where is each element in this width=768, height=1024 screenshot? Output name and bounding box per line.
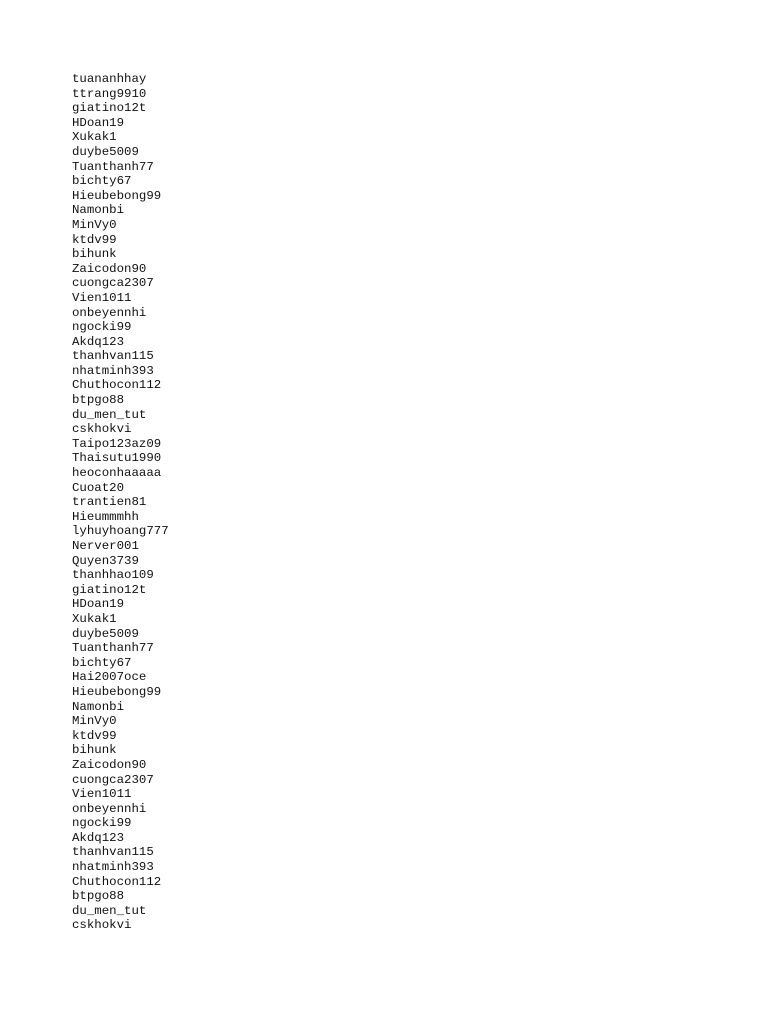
list-item: Akdq123 — [72, 334, 125, 349]
list-item: du_men_tut — [72, 407, 147, 422]
list-item: Tuanthanh77 — [72, 641, 154, 656]
list-item: Namonbi — [72, 203, 125, 218]
list-item: cskhokvi — [72, 918, 132, 933]
list-item: Namonbi — [72, 699, 125, 714]
list-item: onbeyennhi — [72, 801, 147, 816]
list-item: Vien1011 — [72, 787, 132, 802]
list-item: duybe5009 — [72, 626, 139, 641]
list-item: thanhhao109 — [72, 568, 154, 583]
list-item: Hieummmhh — [72, 509, 139, 524]
list-item: lyhuyhoang777 — [72, 524, 169, 539]
list-item: ttrang9910 — [72, 86, 147, 101]
list-item: Akdq123 — [72, 830, 125, 845]
list-item: MinVy0 — [72, 714, 117, 729]
list-item: Chuthocon112 — [72, 378, 162, 393]
list-item: Zaicodon90 — [72, 261, 147, 276]
list-item: HDoan19 — [72, 115, 125, 130]
list-item: Vien1011 — [72, 290, 132, 305]
list-item: HDoan19 — [72, 597, 125, 612]
list-item: ktdv99 — [72, 728, 117, 743]
list-item: ngocki99 — [72, 816, 132, 831]
list-item: Nerver001 — [72, 539, 139, 553]
list-item: bichty67 — [72, 174, 132, 189]
list-item: bihunk — [72, 743, 117, 758]
list-item: bihunk — [72, 247, 117, 262]
list-item: duybe5009 — [72, 144, 139, 159]
list-item: Hai2007oce — [72, 670, 147, 685]
list-item: ktdv99 — [72, 232, 117, 247]
list-item: cuongca2307 — [72, 276, 154, 291]
list-item: giatino12t — [72, 101, 147, 116]
list-item: Zaicodon90 — [72, 757, 147, 772]
list-item: trantien81 — [72, 495, 147, 510]
list-item: Chuthocon112 — [72, 874, 162, 889]
list-item: nhatminh393 — [72, 363, 154, 378]
list-item: Xukak1 — [72, 130, 117, 145]
list-item: Thaisutu1990 — [72, 451, 162, 466]
list-item: heoconhaaaaa — [72, 466, 162, 481]
list-item: thanhvan115 — [72, 349, 154, 364]
list-item: thanhvan115 — [72, 845, 154, 860]
list-item: ngocki99 — [72, 320, 132, 335]
list-item: nhatminh393 — [72, 860, 154, 875]
list-item: MinVy0 — [72, 217, 117, 232]
list-item: cskhokvi — [72, 422, 132, 437]
list-item: Tuanthanh77 — [72, 159, 154, 174]
list-item: Taipo123az09 — [72, 436, 162, 451]
list-item: Cuoat20 — [72, 480, 125, 495]
list-item: Hieubebong99 — [72, 188, 162, 203]
list-item: du_men_tut — [72, 903, 147, 918]
list-item: Hieubebong99 — [72, 684, 162, 699]
list-item: Quyen3739 — [72, 553, 139, 568]
list-item: tuananhhay — [72, 72, 147, 86]
list-item: btpgo88 — [72, 393, 125, 408]
list-item: giatino12t — [72, 582, 147, 597]
list-item: onbeyennhi — [72, 305, 147, 320]
list-item: Xukak1 — [72, 611, 117, 626]
username-list — [72, 72, 169, 933]
list-item: btpgo88 — [72, 889, 125, 904]
list-item: cuongca2307 — [72, 772, 154, 787]
list-item: bichty67 — [72, 655, 132, 670]
